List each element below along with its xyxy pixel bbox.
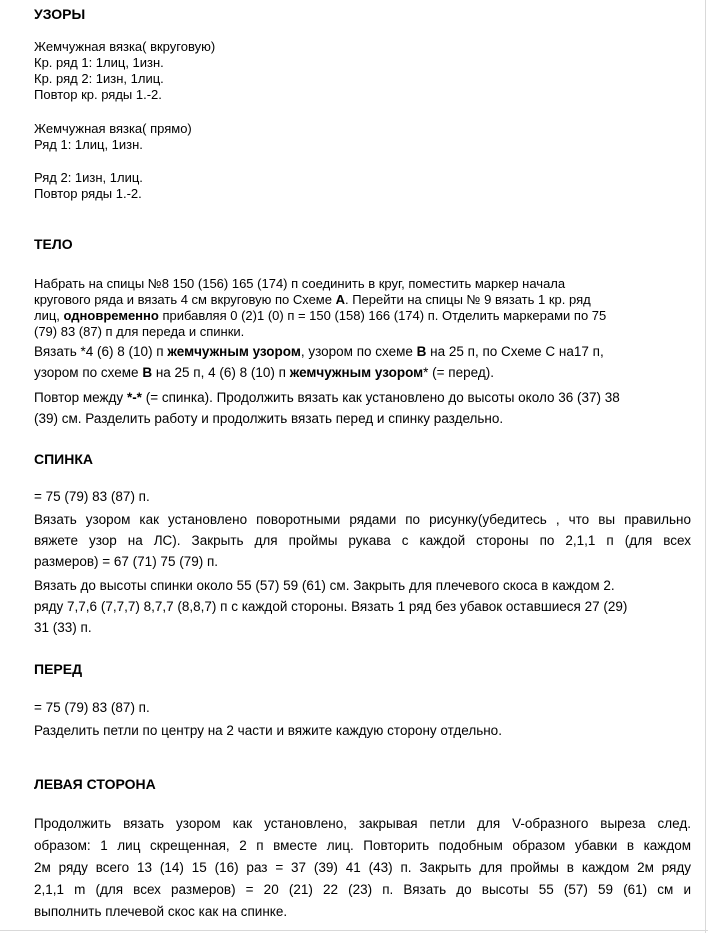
- left-side-line4: 2,1,1 m (для всех размеров) = 20 (21) 22 (23) п. Вязать до высоты 55 (57) 59 (61) см и: [34, 882, 691, 897]
- front-stitch-count: = 75 (79) 83 (87) п.: [34, 700, 150, 715]
- body-p1-line2: кругового ряда и вязать 4 см вкруговую по Схеме A. Перейти на спицы № 9 вязать 1 кр. ряд: [34, 292, 591, 307]
- page-right-border: [705, 0, 706, 933]
- pattern-flat-block: [34, 121, 192, 153]
- pattern-flat-row2: Ряд 2: 1изн, 1лиц.: [34, 170, 143, 185]
- pattern-flat-title: Жемчужная вязка( прямо): [34, 121, 192, 136]
- back-p1-line2: вяжете узор на ЛС). Закрыть для проймы рукава с каждой стороны по 2,1,1 п (для всех: [34, 533, 691, 548]
- back-stitch-count: = 75 (79) 83 (87) п.: [34, 489, 150, 504]
- pattern-flat-block-2: [34, 170, 143, 202]
- body-paragraph-3: [34, 387, 620, 429]
- left-side-line2: образом: 1 лиц скрещенная, 2 п вместе лиц. Повторить подобным образом убавки в каждом: [34, 838, 691, 853]
- pattern-round-repeat: Повтор кр. ряды 1.-2.: [34, 87, 162, 102]
- pattern-round-title: Жемчужная вязка( вкруговую): [34, 39, 216, 54]
- left-side-line1: Продолжить вязать узором как установлено, закрывая петли для V-образного выреза след.: [34, 816, 691, 831]
- back-p1-line3: размеров) = 67 (71) 75 (79) п.: [34, 554, 219, 569]
- body-p2-line1: Вязать *4 (6) 8 (10) п жемчужным узором, узором по схеме B на 25 п, по Схеме С на17 п,: [34, 344, 604, 359]
- pattern-round-row2: Кр. ряд 2: 1изн, 1лиц.: [34, 71, 164, 86]
- left-side-line5: выполнить плечевой скос как на спинке.: [34, 904, 288, 919]
- body-p1-line1: Набрать на спицы №8 150 (156) 165 (174) п соединить в круг, поместить маркер начала: [34, 276, 566, 291]
- back-p2-line1: Вязать до высоты спинки около 55 (57) 59 (61) см. Закрыть для плечевого скоса в каждом 2.: [34, 578, 615, 593]
- back-paragraph-2: [34, 575, 627, 638]
- section-title-back: СПИНКА: [34, 451, 94, 467]
- body-paragraph-1: [34, 276, 606, 340]
- body-p1-line3: лиц, одновременно прибавляя 0 (2)1 (0) п = 150 (158) 166 (174) п. Отделить маркерами по 75: [34, 308, 607, 323]
- back-p2-line3: 31 (33) п.: [34, 620, 92, 635]
- back-p1-line1: Вязать узором как установлено поворотными рядами по рисунку(убедитесь , что вы правильно: [34, 512, 691, 527]
- pattern-round-row1: Кр. ряд 1: 1лиц, 1изн.: [34, 55, 164, 70]
- body-p3-line1: Повтор между *-* (= спинка). Продолжить вязать как установлено до высоты около 36 (37) 38: [34, 390, 620, 405]
- left-side-paragraph: [34, 813, 691, 923]
- body-p2-line2: узором по схеме B на 25 п, 4 (6) 8 (10) п жемчужным узором* (= перед).: [34, 365, 494, 380]
- section-title-patterns: УЗОРЫ: [34, 6, 86, 22]
- section-title-left-side: ЛЕВАЯ СТОРОНА: [34, 776, 156, 792]
- left-side-line3: 2м ряду всего 13 (14) 15 (16) раз = 37 (39) 41 (43) п. Закрыть для проймы в каждом 2м ряду: [34, 860, 691, 875]
- pattern-round-block: [34, 39, 215, 103]
- body-p3-line2: (39) см. Разделить работу и продолжить вязать перед и спинку раздельно.: [34, 411, 504, 426]
- back-p2-line2: ряду 7,7,6 (7,7,7) 8,7,7 (8,8,7) п с каждой стороны. Вязать 1 ряд без убавок оставшиеся 27 (29): [34, 599, 628, 614]
- section-title-front: ПЕРЕД: [34, 661, 83, 677]
- body-p1-line4: (79) 83 (87) п для переда и спинки.: [34, 324, 245, 339]
- page-bottom-border: [0, 930, 708, 931]
- section-title-body: ТЕЛО: [34, 236, 73, 252]
- body-paragraph-2: [34, 341, 604, 383]
- back-paragraph-1: [34, 509, 691, 572]
- front-instruction: Разделить петли по центру на 2 части и вяжите каждую сторону отдельно.: [34, 723, 502, 738]
- pattern-flat-row1: Ряд 1: 1лиц, 1изн.: [34, 137, 143, 152]
- pattern-flat-repeat: Повтор ряды 1.-2.: [34, 186, 142, 201]
